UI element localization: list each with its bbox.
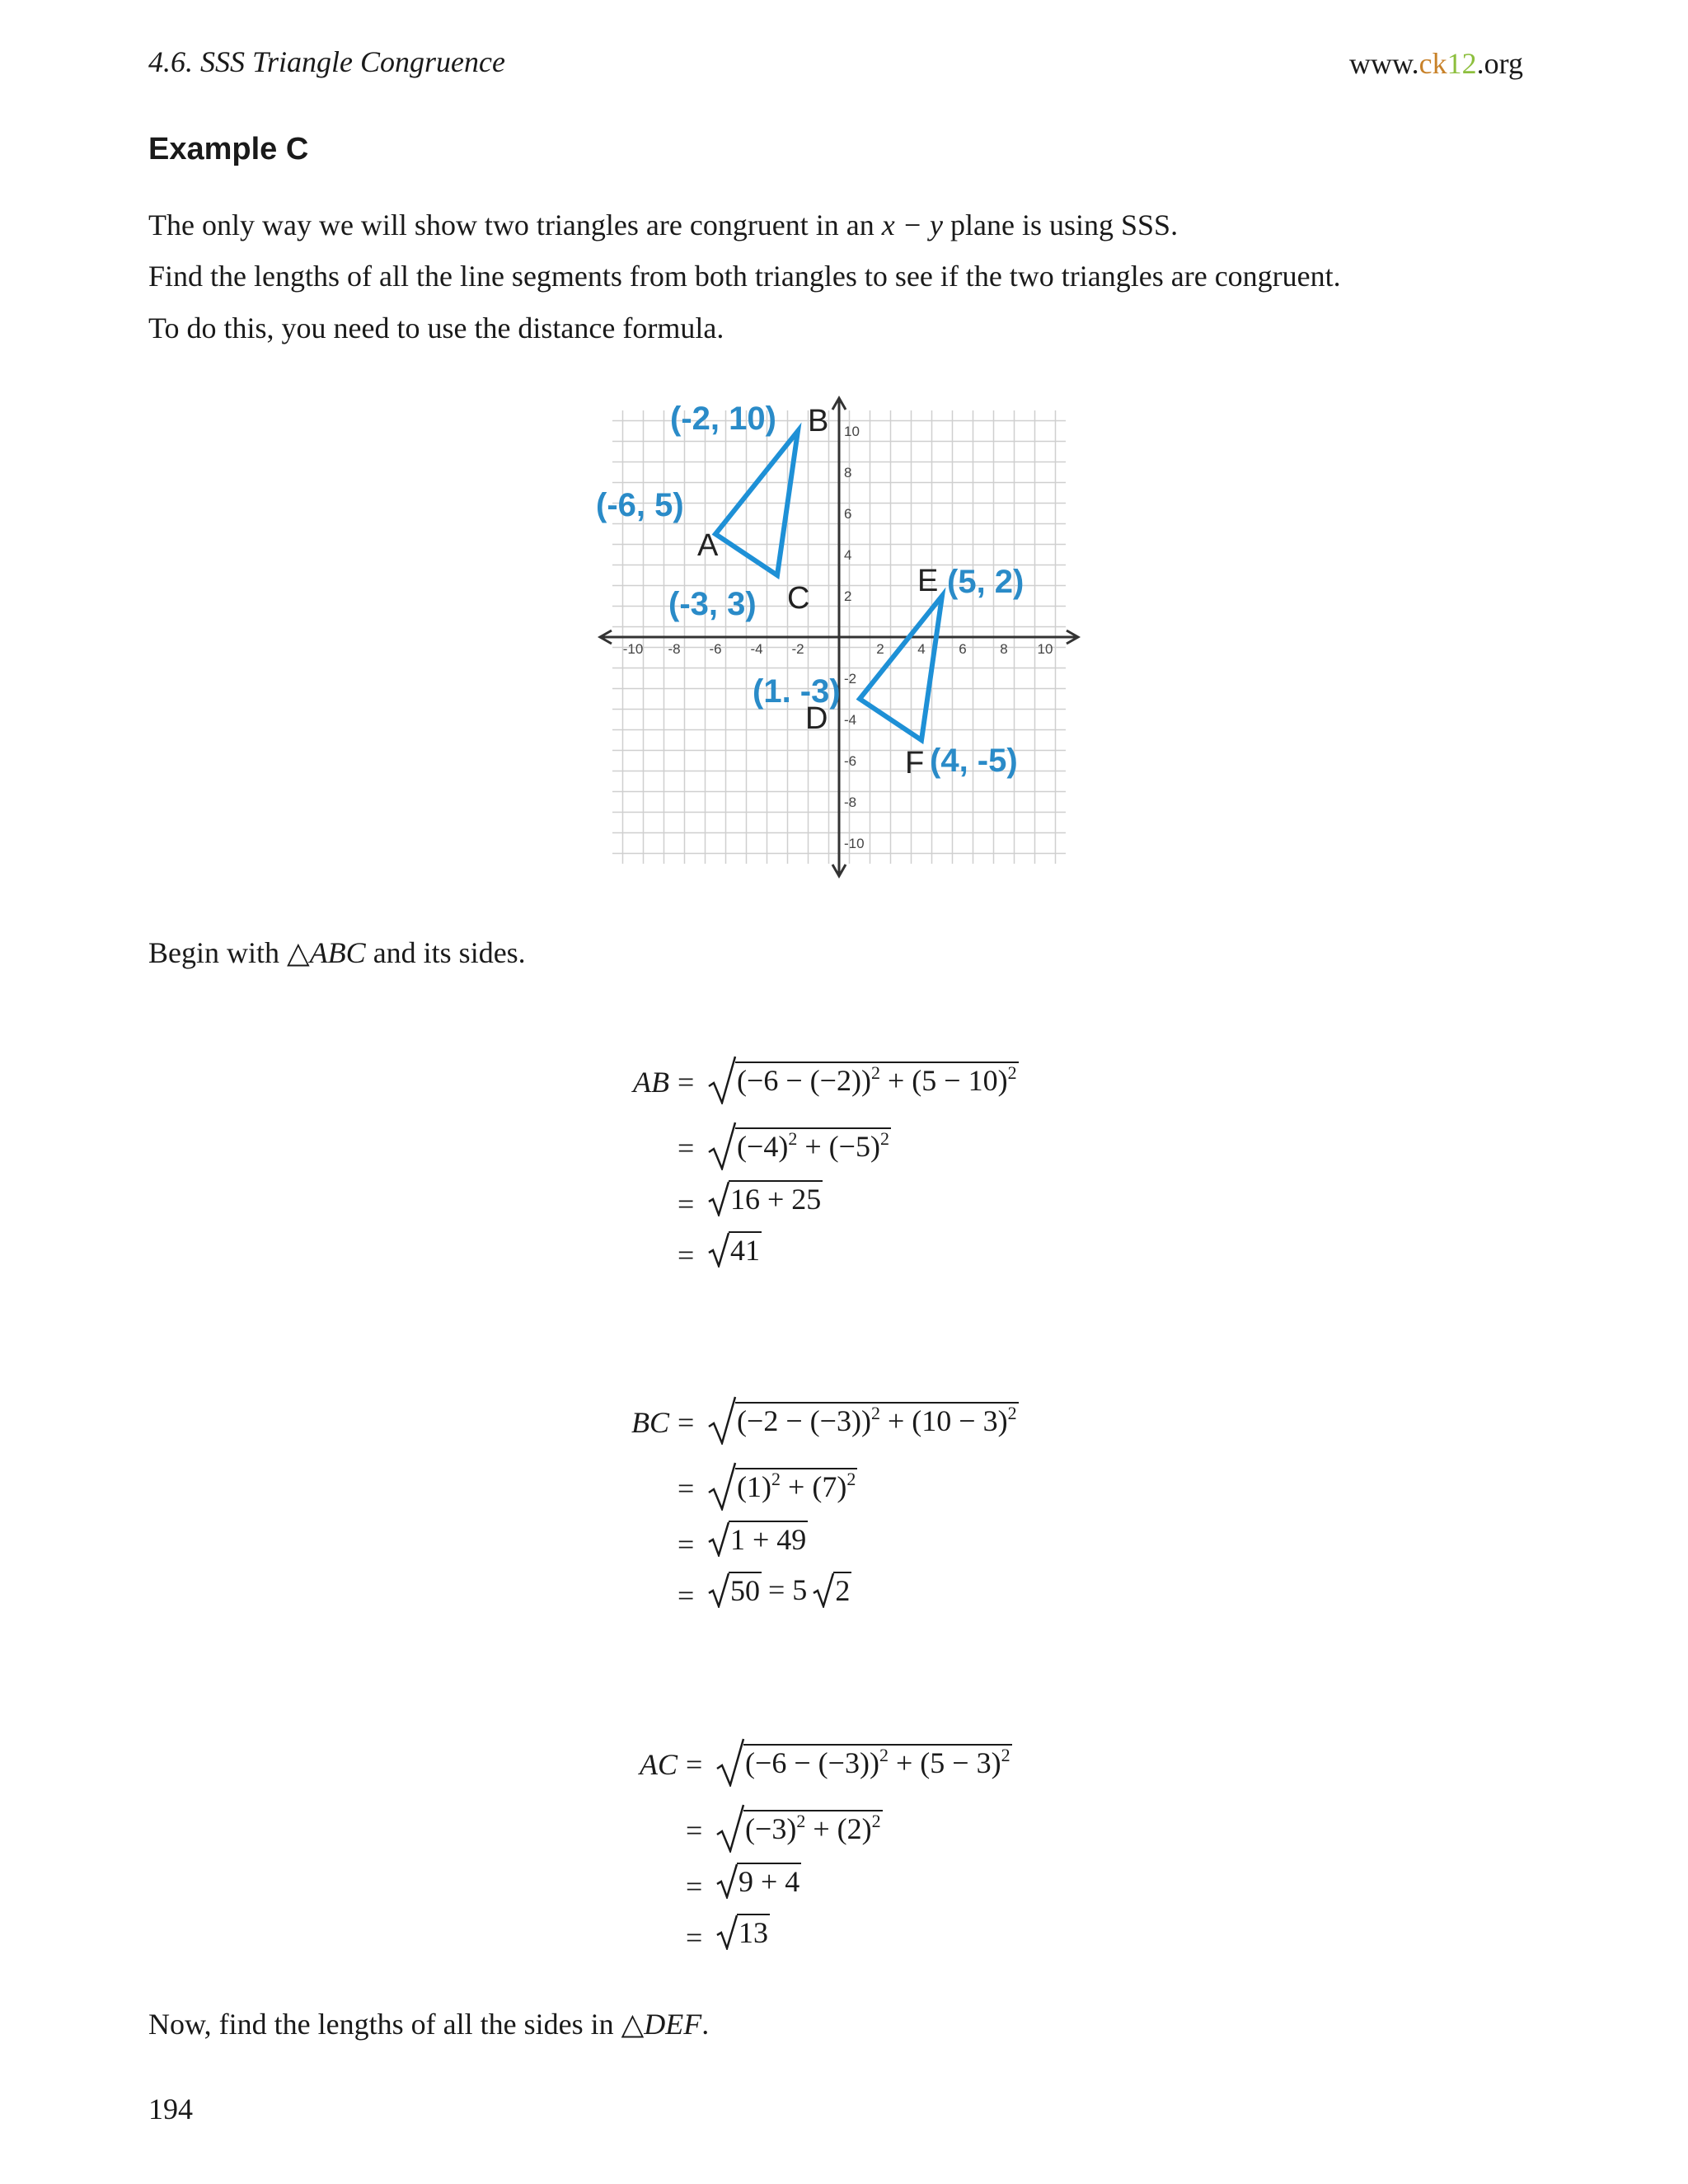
triangle-symbol: △	[287, 936, 310, 969]
coordinate-label-d: (1. -3)	[753, 673, 841, 710]
x-tick-label: 4	[917, 641, 926, 657]
y-tick-label: 4	[844, 547, 852, 563]
bc-row-3: 1 + 49	[707, 1521, 808, 1557]
y-tick-label: 2	[844, 588, 852, 604]
y-tick-label: -10	[844, 836, 865, 851]
vertex-label-b: B	[808, 404, 829, 438]
ab-row-2: $(-4)^2 + (-5)^2$	[707, 1121, 891, 1170]
y-tick-label: -2	[844, 671, 857, 687]
running-header-section: 4.6. SSS Triangle Congruence	[148, 45, 505, 78]
ab-row-3: 16 + 25	[707, 1180, 823, 1216]
begin-text: Begin with △ABC and its sides.	[148, 936, 526, 969]
vertex-label-c: C	[787, 581, 810, 616]
intro-line-2: Find the lengths of all the line segments from both triangles to see if the two triangles are congruent.	[148, 260, 1341, 293]
x-tick-label: -10	[622, 641, 644, 657]
triangle-symbol: △	[621, 2008, 645, 2041]
y-tick-label: 6	[844, 506, 852, 522]
page-number: 194	[148, 2093, 193, 2125]
coordinate-label-e: (5, 2)	[947, 564, 1025, 600]
intro-line-3: To do this, you need to use the distance formula.	[148, 312, 724, 344]
ac-row-4: 13	[715, 1914, 770, 1950]
y-tick-label: -6	[844, 753, 857, 769]
ac-derivation: AC = $(-6 - (-3))^2 + (5 - 3)^2$ = $(-3)^2 + (2)^2$ = 9 + 4 = 13	[618, 1737, 1113, 1985]
x-tick-label: -6	[709, 641, 722, 657]
bc-row-1: $(-2 - (-3))^2 + (10 - 3)^2$	[707, 1395, 1019, 1445]
x-tick-label: -2	[791, 641, 804, 657]
ab-derivation: AB = $(-6 - (-2))^2 + (5 - 10)^2$ = $(-4)^2 + (-5)^2$ = 16 + 25 = 41	[610, 1055, 1104, 1302]
y-tick-label: -8	[844, 794, 857, 810]
intro-line-1: The only way we will show two triangles are congruent in an x − y plane is using SSS.	[148, 209, 1179, 241]
y-tick-label: -4	[844, 712, 857, 728]
y-tick-label: 10	[844, 424, 860, 439]
url-prefix: www.	[1349, 47, 1419, 80]
coordinate-label-a: (-6, 5)	[596, 487, 684, 523]
x-tick-label: -4	[750, 641, 763, 657]
url-12: 12	[1447, 47, 1477, 80]
url-suffix: .org	[1476, 47, 1523, 80]
x-tick-label: 2	[876, 641, 884, 657]
coordinate-label-b: (-2, 10)	[670, 401, 776, 437]
x-tick-label: -8	[668, 641, 681, 657]
example-heading: Example C	[148, 132, 309, 166]
bc-row-4: 50 = 5 2	[707, 1572, 851, 1608]
vertex-label-d: D	[805, 701, 828, 736]
ac-lhs: AC	[639, 1748, 678, 1781]
ab-lhs: AB	[633, 1066, 669, 1099]
ac-row-3: 9 + 4	[715, 1863, 801, 1899]
bc-derivation: BC = $(-2 - (-3))^2 + (10 - 3)^2$ = $(1)^2 + (7)^2$ = 1 + 49 = 50 = 5 2	[610, 1395, 1104, 1643]
x-tick-label: 6	[959, 641, 967, 657]
ab-row-4: 41	[707, 1231, 762, 1268]
bc-lhs: BC	[631, 1406, 669, 1439]
now-text: Now, find the lengths of all the sides in △DEF.	[148, 2008, 710, 2041]
running-header-url[interactable]	[1349, 46, 1523, 81]
coordinate-plane-figure	[593, 387, 1088, 882]
x-tick-label: 10	[1037, 641, 1053, 657]
vertex-label-e: E	[917, 564, 939, 598]
ac-row-1: $(-6 - (-3))^2 + (5 - 3)^2$	[715, 1737, 1012, 1787]
vertex-label-a: A	[697, 528, 719, 563]
xy-plane-math: x − y	[881, 209, 944, 241]
bc-row-2: $(1)^2 + (7)^2$	[707, 1461, 857, 1511]
vertex-label-f: F	[905, 746, 925, 780]
ac-row-2: $(-3)^2 + (2)^2$	[715, 1803, 883, 1853]
coordinate-label-f: (4, -5)	[930, 743, 1018, 779]
coordinate-label-c: (-3, 3)	[668, 586, 757, 622]
y-tick-label: 8	[844, 465, 852, 480]
ab-row-1: $(-6 - (-2))^2 + (5 - 10)^2$	[707, 1055, 1019, 1104]
url-ck: ck	[1418, 47, 1447, 80]
x-tick-label: 8	[1000, 641, 1008, 657]
